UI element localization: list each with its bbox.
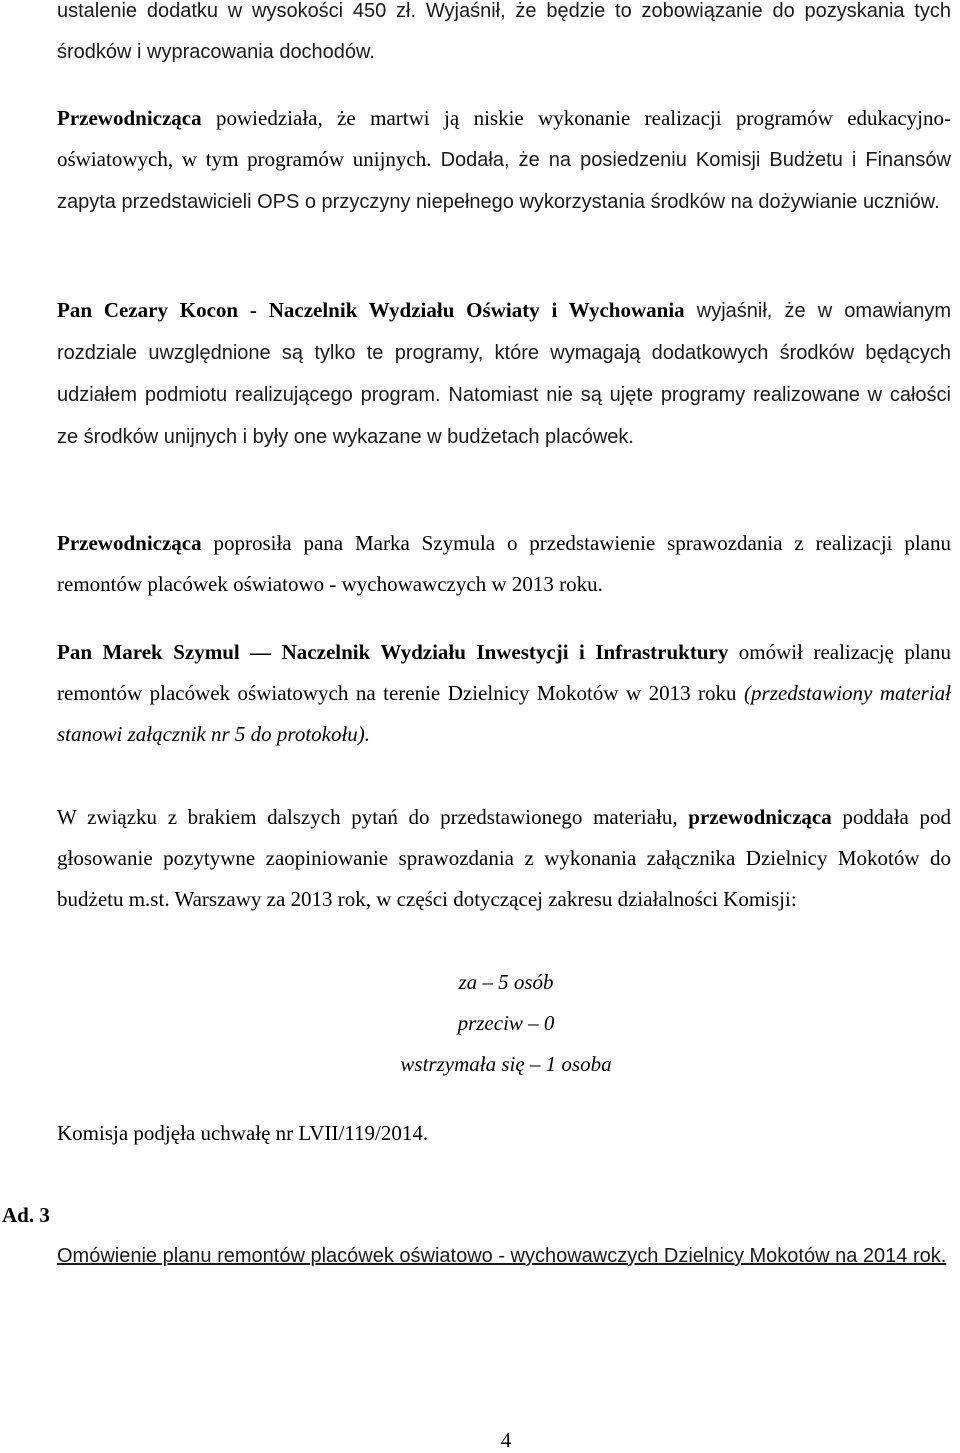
attachment-note: (przedstawiony materiał stanowi załącznik nr 5 do protokołu).: [57, 681, 951, 746]
paragraph-text: powiedziała, że martwi ją niskie wykonanie realizacji programów edukacyjno-oświatowych, w tym programów unijnych.: [57, 106, 951, 171]
paragraph-chair-request: [57, 523, 951, 605]
vote-against: przeciw – 0: [457, 1011, 555, 1035]
vote-for: za – 5 osób: [458, 970, 554, 994]
speaker-name: przewodnicząca: [688, 805, 832, 829]
paragraph-vote-intro: [57, 797, 951, 920]
page-number: 4: [500, 1428, 512, 1452]
vote-abstain: wstrzymała się – 1 osoba: [400, 1052, 612, 1076]
paragraph-chair-remarks: [57, 98, 951, 223]
speaker-name: Przewodnicząca: [57, 106, 202, 130]
section-title: Omówienie planu remontów placówek oświatowo - wychowawczych Dzielnicy Mokotów na 2014 rok.: [57, 1245, 947, 1267]
resolution-text: Komisja podjęła uchwałę nr LVII/119/2014.: [57, 1121, 429, 1145]
speaker-name: Przewodnicząca: [57, 531, 202, 555]
paragraph-text: omówił realizację planu remontów placówek oświatowych na terenie Dzielnicy Mokotów w 2013 roku: [57, 640, 951, 705]
paragraph-text: poddała pod głosowanie pozytywne zaopiniowanie sprawozdania z wykonania załącznika Dzielnicy Mokotów do budżetu m.st. Warszawy za 2013 rok, w części dotyczącej zakresu działalności Komisji:: [57, 805, 951, 911]
paragraph-text: poprosiła pana Marka Szymula o przedstawienie sprawozdania z realizacji planu remontów placówek oświatowo - wychowawczych w 2013 roku.: [57, 531, 951, 596]
paragraph-text-sans: Dodała, że na posiedzeniu Komisji Budżetu i Finansów zapyta przedstawicieli OPS o przyczyny niepełnego wykorzystania środków na dożywianie uczniów.: [57, 149, 951, 213]
paragraph-continuation: ustalenie dodatku w wysokości 450 zł. Wyjaśnił, że będzie to zobowiązanie do pozyskania tych środków i wypracowania dochodów.: [57, 0, 951, 63]
section-heading: Ad. 3: [2, 1203, 50, 1227]
paragraph-szymul: [57, 632, 951, 755]
speaker-name: Pan Marek Szymul — Naczelnik Wydziału Inwestycji i Infrastruktury: [57, 640, 729, 664]
paragraph-text: wyjaśnił, że w omawianym rozdziale uwzględnione są tylko te programy, które wymagają dodatkowych środków będących udziałem podmiotu realizującego program. Natomiast nie są ujęte programy realizowane w całości ze środków unijnych i były one wykazane w budżetach placówek.: [57, 300, 951, 448]
speaker-name: Pan Cezary Kocon - Naczelnik Wydziału Oświaty i Wychowania: [57, 298, 685, 322]
paragraph-text: W związku z brakiem dalszych pytań do przedstawionego materiału,: [57, 805, 689, 829]
paragraph-kocon: [57, 290, 951, 458]
